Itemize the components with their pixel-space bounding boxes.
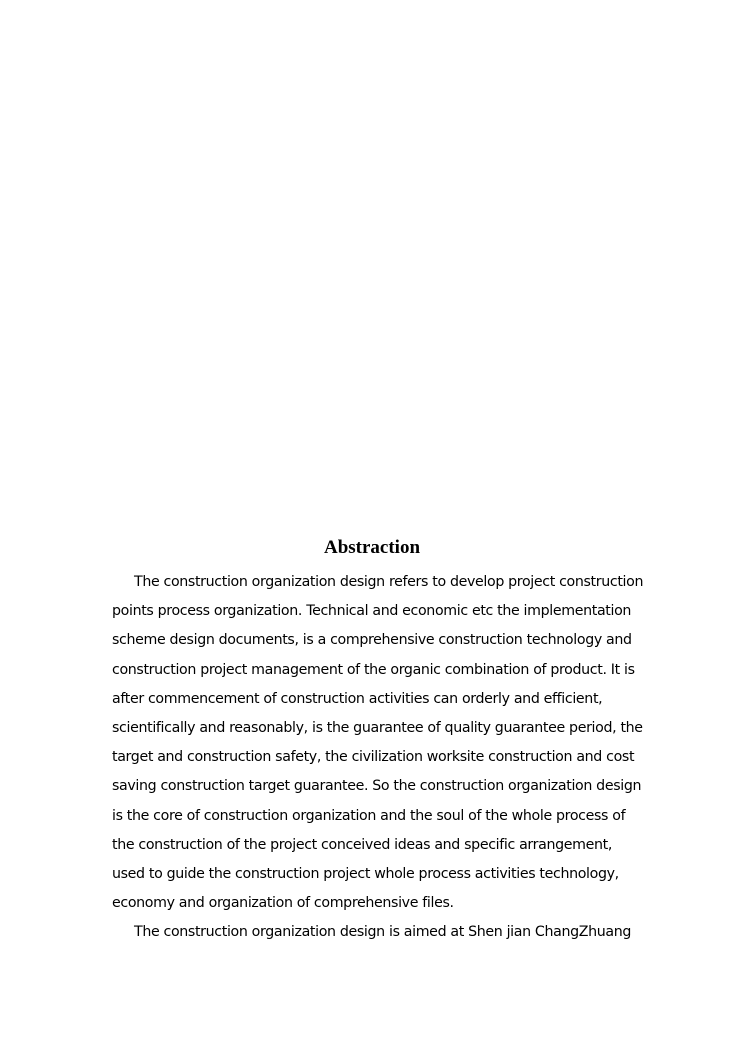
text-line: is the core of construction organization and the soul of the whole process of (112, 807, 626, 824)
text-line: The construction organization design refers to develop project construction (134, 574, 644, 590)
text-line: used to guide the construction project whole process activities technology, (112, 865, 619, 882)
abstract-body (112, 568, 672, 947)
paragraph-1 (112, 568, 672, 918)
text-line: scheme design documents, is a comprehensive construction technology and (112, 632, 632, 649)
text-line: The construction organization design is aimed at Shen jian ChangZhuang (134, 924, 632, 941)
text-line: construction project management of the organic combination of product. It is (112, 661, 635, 678)
text-line: points process organization. Technical and economic etc the implementation (112, 603, 632, 620)
text-line: economy and organization of comprehensive files. (112, 895, 454, 912)
abstract-title: Abstraction (323, 537, 421, 558)
text-line: saving construction target guarantee. So the construction organization design (112, 778, 642, 795)
paragraph-2 (112, 918, 672, 947)
text-line: scientifically and reasonably, is the guarantee of quality guarantee period, the (112, 719, 643, 736)
text-line: the construction of the project conceived ideas and specific arrangement, (112, 836, 613, 853)
text-line: after commencement of construction activities can orderly and efficient, (112, 690, 603, 707)
text-line: target and construction safety, the civilization worksite construction and cost (112, 749, 635, 766)
